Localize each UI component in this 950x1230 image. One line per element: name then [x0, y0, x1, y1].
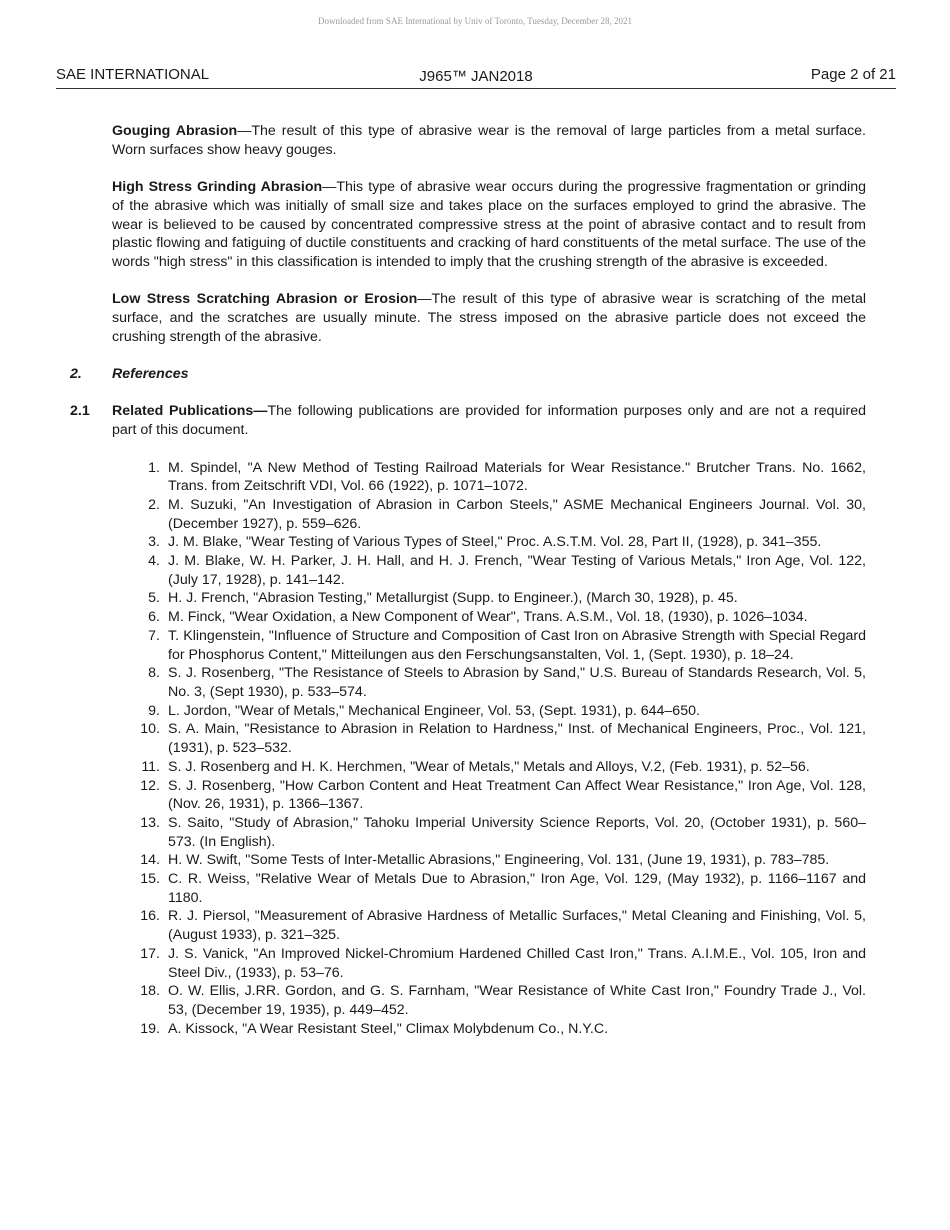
- reference-item: [148, 552, 866, 589]
- reference-item: [148, 459, 866, 496]
- section-references-heading: [0, 365, 950, 384]
- reference-number: 1.: [148, 459, 160, 476]
- reference-number: 13.: [140, 814, 160, 831]
- document-body: [0, 122, 950, 1038]
- definition-text: —The result of this type of abrasive wear is scratching of the metal surface, and the scratches are usually minute. The stress imposed on the abrasive particle does not exceed the crushing strength of the abrasive.: [112, 291, 867, 345]
- reference-text: H. J. French, "Abrasion Testing," Metallurgist (Supp. to Engineer.), (March 30, 1928), p. 45.: [168, 590, 738, 607]
- definition-term: Gouging Abrasion: [112, 123, 238, 139]
- definition-high-stress: [112, 178, 866, 272]
- definition-gouging: [112, 122, 866, 159]
- definition-low-stress: [112, 290, 866, 346]
- definition-term: Low Stress Scratching Abrasion or Erosion: [112, 291, 418, 308]
- reference-text: R. J. Piersol, "Measurement of Abrasive Hardness of Metallic Surfaces," Metal Cleaning and Finishing, Vol. 5, (August 1933), p. 321–325.: [168, 908, 866, 944]
- reference-text: L. Jordon, "Wear of Metals," Mechanical Engineer, Vol. 53, (Sept. 1931), p. 644–650.: [168, 702, 700, 719]
- reference-text: M. Finck, "Wear Oxidation, a New Component of Wear", Trans. A.S.M., Vol. 18, (1930), p. 1026–1034.: [168, 609, 808, 626]
- reference-number: 9.: [148, 702, 160, 719]
- reference-text: M. Suzuki, "An Investigation of Abrasion in Carbon Steels," ASME Mechanical Engineers Journal. Vol. 30, (December 1927), p. 559–626.: [168, 496, 866, 532]
- reference-item: [148, 496, 866, 533]
- header-doc-id: J965™ JAN2018: [419, 68, 533, 85]
- reference-item: [140, 945, 866, 982]
- reference-text: T. Klingenstein, "Influence of Structure and Composition of Cast Iron on Abrasive Strength with Special Regard for Phosphorus Content," Mitteilungen aus den Ferschungsanstalten, Vol. 1, (Sept. 1930), p. 18–24.: [168, 627, 866, 663]
- definition-term: High Stress Grinding Abrasion: [112, 179, 323, 196]
- reference-item: [148, 627, 866, 664]
- reference-item: [140, 870, 866, 907]
- page-header: [56, 66, 896, 89]
- reference-text: A. Kissock, "A Wear Resistant Steel," Climax Molybdenum Co., N.Y.C.: [168, 1020, 609, 1037]
- download-watermark: Downloaded from SAE International by Univ of Toronto, Tuesday, December 28, 2021: [317, 16, 633, 26]
- reference-number: 7.: [148, 627, 160, 644]
- reference-item: [140, 720, 866, 757]
- reference-number: 3.: [148, 534, 160, 551]
- reference-text: J. M. Blake, "Wear Testing of Various Types of Steel," Proc. A.S.T.M. Vol. 28, Part II, (1928), p. 341–355.: [168, 534, 822, 551]
- reference-item: [140, 851, 866, 870]
- reference-text: S. J. Rosenberg, "The Resistance of Steels to Abrasion by Sand," U.S. Bureau of Standards Research, Vol. 5, No. 3, (Sept 1930), p. 533–574.: [168, 665, 866, 700]
- reference-number: 18.: [140, 983, 160, 1000]
- reference-text: J. S. Vanick, "An Improved Nickel-Chromium Hardened Chilled Cast Iron," Trans. A.I.M.E., Vol. 105, Iron and Steel Div., (1933), p. 53–76.: [168, 945, 866, 981]
- reference-list: [0, 459, 950, 1039]
- reference-number: 16.: [140, 908, 160, 925]
- reference-text: S. J. Rosenberg, "How Carbon Content and Heat Treatment Can Affect Wear Resistance," Iron Age, Vol. 128, (Nov. 26, 1931), p. 1366–1367.: [168, 777, 866, 813]
- definition-text: —This type of abrasive wear occurs during the progressive fragmentation or grinding of the abrasive which was initially of small size and takes place on the surfaces employed to grind the abrasive. The wear is believed to be caused by concentrated compressive stress at the point of abrasive contact and to result from plastic flowing and fatiguing of ductile constituents and cracking of hard constituents of the metal surface. The use of the words "high stress" in this classification is intended to imply that the crushing strength of the abrasive is exceeded.: [112, 179, 866, 270]
- reference-number: 2.: [148, 496, 160, 513]
- reference-text: S. A. Main, "Resistance to Abrasion in Relation to Hardness," Inst. of Mechanical Engineers, Proc., Vol. 121, (1931), p. 523–532.: [168, 721, 866, 757]
- header-org: SAE INTERNATIONAL: [56, 66, 210, 83]
- reference-text: C. R. Weiss, "Relative Wear of Metals Due to Abrasion," Iron Age, Vol. 129, (May 1932), p. 1166–1167 and 1180.: [168, 871, 866, 906]
- section-number: 2.: [70, 366, 82, 383]
- reference-number: 8.: [148, 665, 160, 682]
- reference-item: [148, 702, 866, 721]
- reference-item: [148, 664, 866, 701]
- reference-item: [140, 907, 866, 944]
- reference-number: 12.: [140, 777, 160, 794]
- definition-text: —The result of this type of abrasive wear is the removal of large particles from a metal surface. Worn surfaces show heavy gouges.: [112, 123, 866, 158]
- reference-text: M. Spindel, "A New Method of Testing Railroad Materials for Wear Resistance." Brutcher Trans. No. 1662, Trans. from Zeitschrift VDI, Vol. 66 (1922), p. 1071–1072.: [168, 459, 866, 495]
- reference-number: 15.: [140, 871, 160, 888]
- subsection-number: 2.1: [70, 403, 90, 420]
- subsection-text: The following publications are provided for information purposes only and are not a required part of this document.: [112, 403, 866, 439]
- reference-item: [140, 1020, 866, 1039]
- reference-text: S. J. Rosenberg and H. K. Herchmen, "Wear of Metals," Metals and Alloys, V.2, (Feb. 1931), p. 52–56.: [168, 758, 810, 775]
- reference-text: H. W. Swift, "Some Tests of Inter-Metallic Abrasions," Engineering, Vol. 131, (June 19, 1931), p. 783–785.: [168, 852, 830, 869]
- reference-number: 17.: [140, 945, 160, 962]
- reference-number: 19.: [140, 1020, 160, 1037]
- reference-number: 4.: [148, 553, 160, 570]
- reference-text: O. W. Ellis, J.RR. Gordon, and G. S. Farnham, "Wear Resistance of White Cast Iron," Foundry Trade J., Vol. 53, (December 19, 1935), p. 449–452.: [168, 983, 866, 1018]
- reference-number: 14.: [140, 852, 160, 869]
- reference-text: J. M. Blake, W. H. Parker, J. H. Hall, and H. J. French, "Wear Testing of Various Metals," Iron Age, Vol. 122, (July 17, 1928), p. 141–142.: [168, 553, 866, 588]
- reference-number: 6.: [148, 609, 160, 626]
- reference-item: [148, 533, 866, 552]
- reference-number: 10.: [140, 721, 160, 738]
- reference-item: [140, 814, 866, 851]
- subsection-title: Related Publications—: [112, 403, 268, 420]
- reference-item: [148, 608, 866, 627]
- reference-item: [140, 777, 866, 814]
- section-title: References: [112, 366, 189, 383]
- reference-item: [140, 982, 866, 1019]
- reference-text: S. Saito, "Study of Abrasion," Tahoku Imperial University Science Reports, Vol. 20, (October 1931), p. 560–573. (In English).: [168, 814, 866, 850]
- reference-number: 11.: [141, 758, 160, 775]
- header-page-number: Page 2 of 21: [810, 66, 896, 83]
- reference-item: [148, 589, 866, 608]
- reference-number: 5.: [148, 590, 160, 607]
- reference-item: [141, 758, 866, 777]
- subsection-related-publications: [0, 402, 950, 439]
